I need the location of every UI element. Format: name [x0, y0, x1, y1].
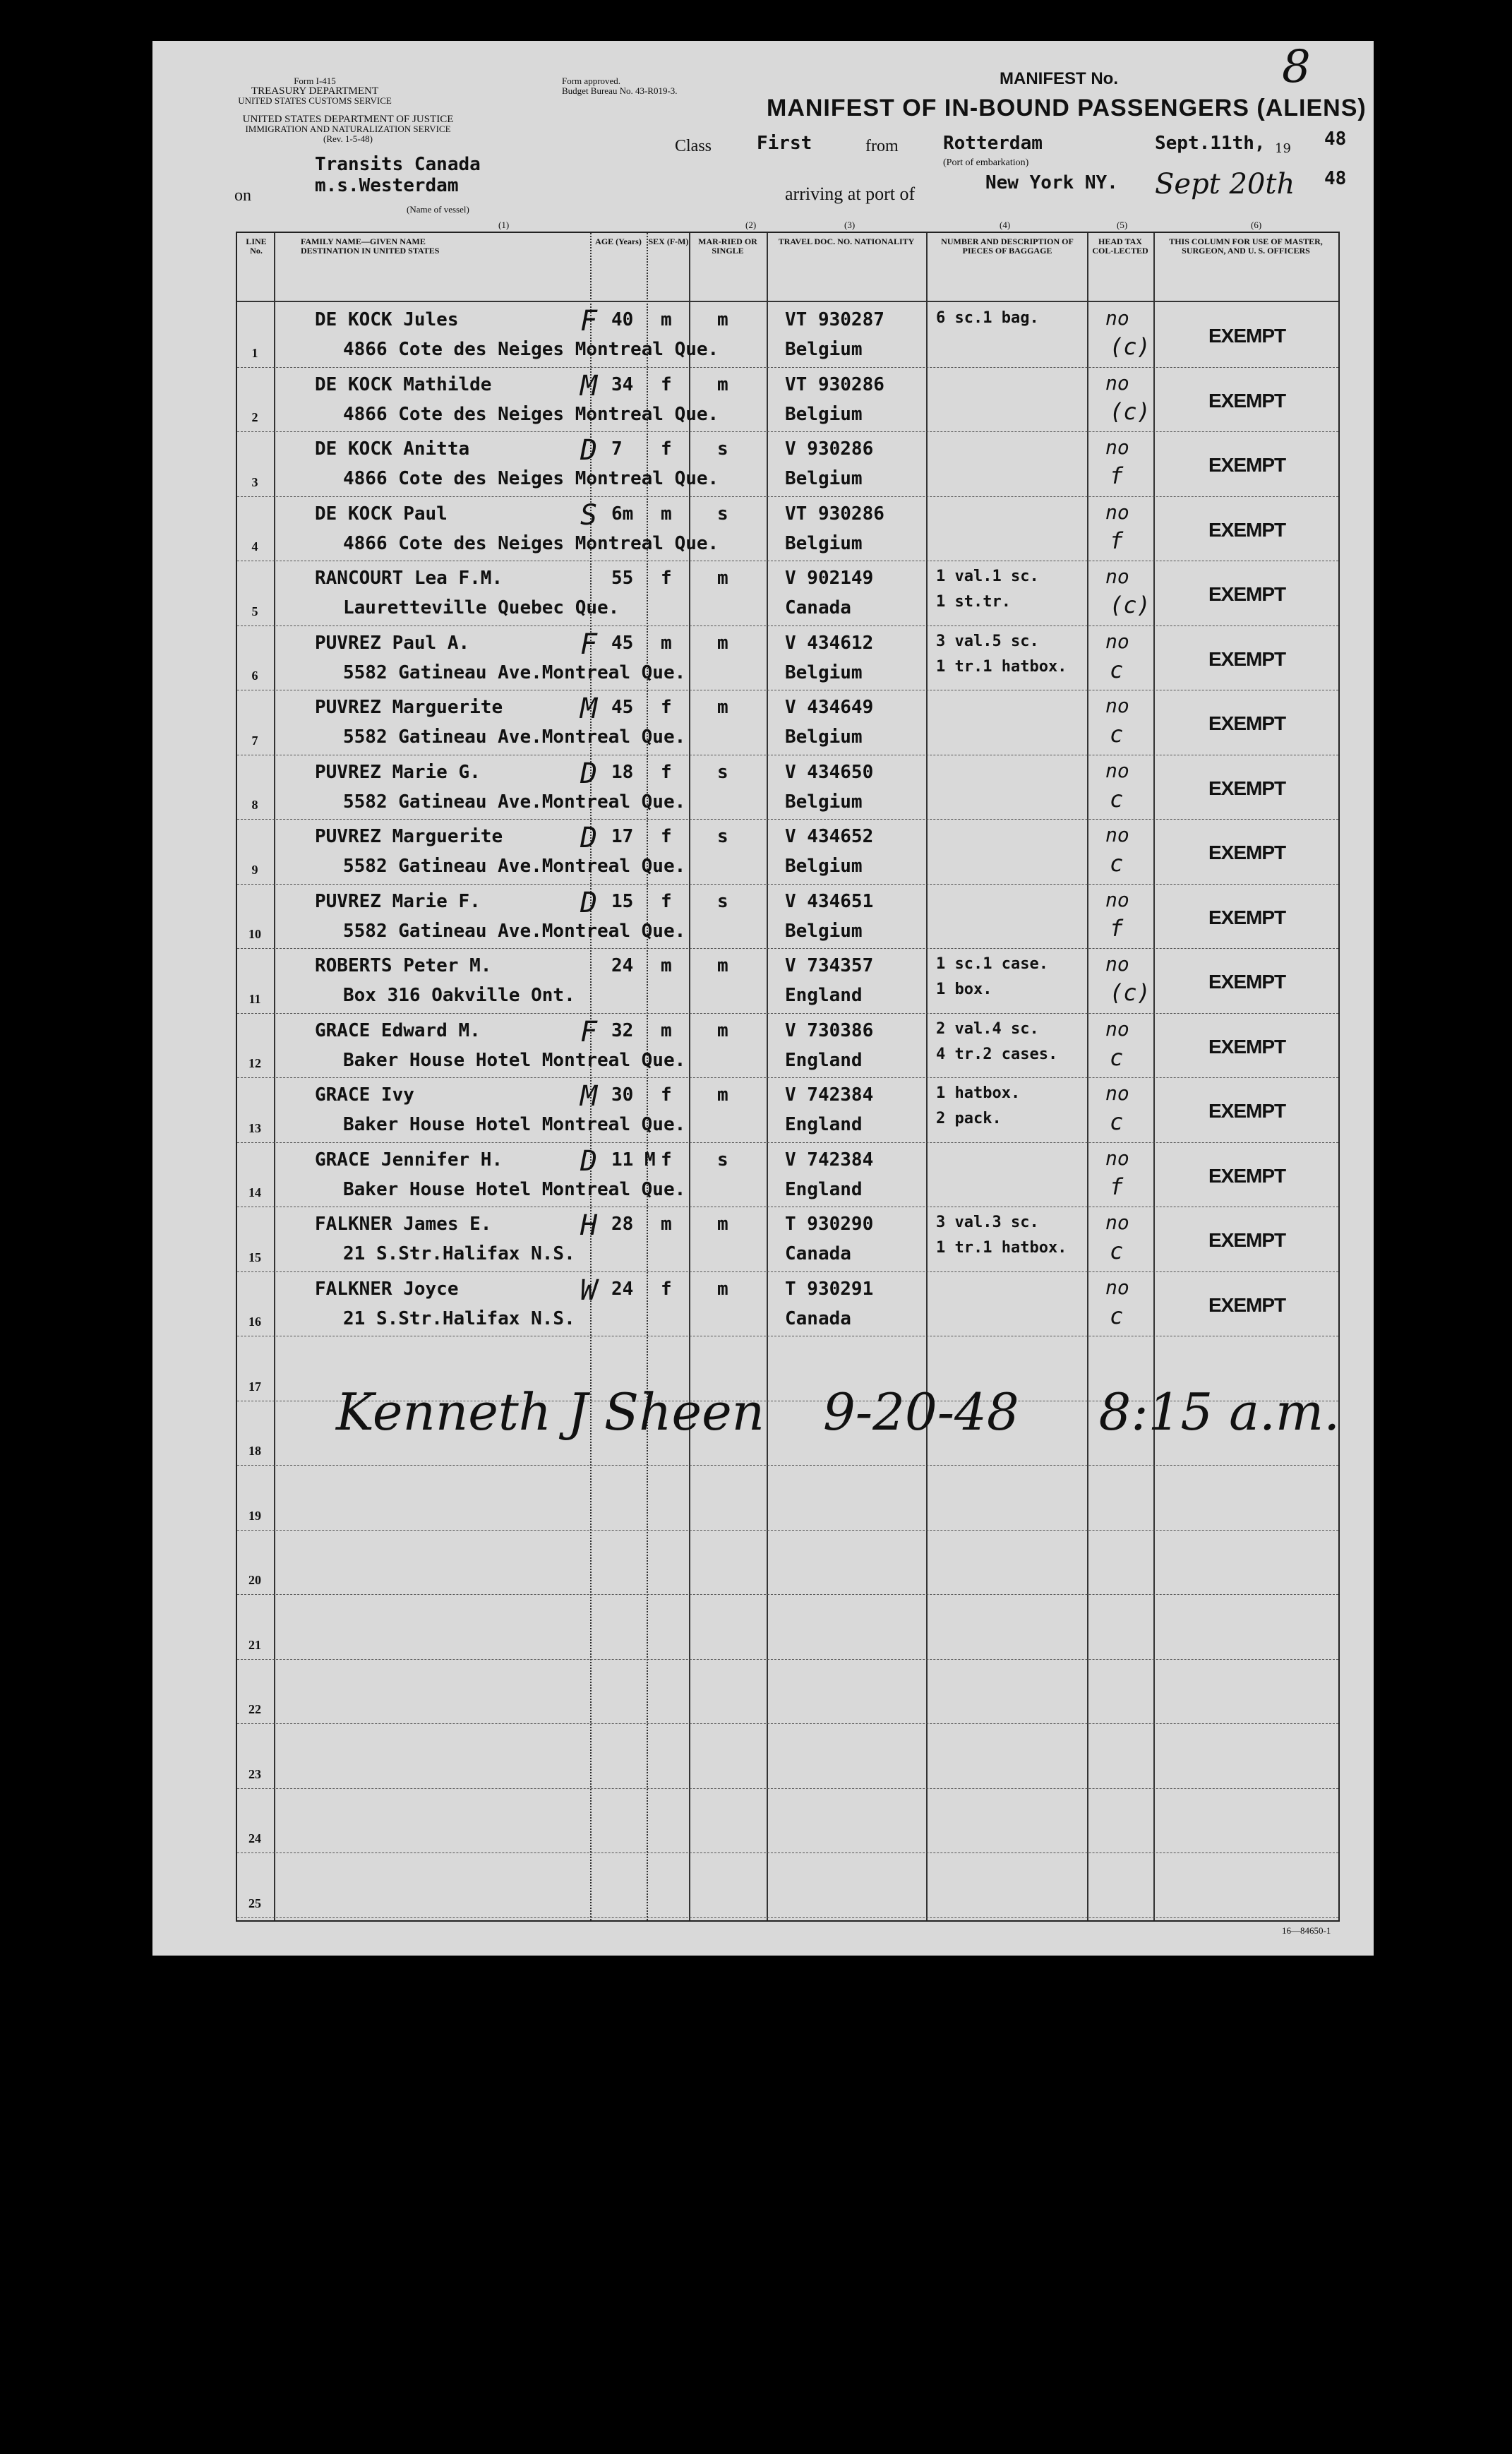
head-tax: no — [1105, 758, 1129, 782]
arrival-year: 48 — [1324, 168, 1347, 189]
row-divider — [237, 1723, 1338, 1724]
head-tax: no — [1105, 694, 1129, 717]
travel-doc: V 902149 — [785, 568, 874, 589]
vessel-line1: Transits Canada — [315, 154, 481, 175]
relation-mark: D — [580, 1144, 598, 1178]
col-divider — [767, 233, 768, 1920]
relation-mark: D — [580, 434, 598, 467]
passenger-name: PUVREZ Marie G. — [315, 761, 481, 783]
row-divider — [237, 884, 1338, 885]
row-divider — [237, 431, 1338, 432]
marital-status: s — [717, 1149, 728, 1171]
head-tax: no — [1105, 1211, 1129, 1234]
baggage-line1: 1 sc.1 case. — [936, 955, 1048, 973]
head-tax-mark: c — [1110, 1108, 1124, 1135]
head-tax-mark: (c) — [1110, 979, 1151, 1006]
passenger-destination: 4866 Cote des Neiges Montreal Que. — [343, 403, 719, 425]
marital-status: s — [717, 438, 728, 460]
passenger-name: ROBERTS Peter M. — [315, 955, 492, 976]
passenger-name: PUVREZ Marie F. — [315, 890, 481, 912]
relation-mark: F — [580, 628, 598, 661]
baggage-line1: 2 val.4 sc. — [936, 1019, 1039, 1038]
col-num: (1) — [498, 220, 510, 230]
passenger-sex: m — [661, 1214, 672, 1235]
passenger-age: 45 — [611, 697, 634, 718]
passenger-age: 45 — [611, 632, 634, 654]
signature-date: 9-20-48 — [822, 1382, 1019, 1442]
head-tax: no — [1105, 436, 1129, 459]
passenger-sex: m — [661, 503, 672, 525]
col-officers: THIS COLUMN FOR USE OF MASTER, SURGEON, AND U. S. OFFICERS — [1169, 237, 1323, 256]
line-number: 21 — [248, 1637, 261, 1652]
line-number: 5 — [251, 604, 258, 618]
passenger-destination: 21 S.Str.Halifax N.S. — [343, 1307, 575, 1329]
passenger-name: PUVREZ Marguerite — [315, 826, 503, 847]
head-tax: no — [1105, 1017, 1129, 1041]
col-divider — [274, 233, 275, 1920]
row-divider — [237, 1271, 1338, 1272]
baggage-line1: 1 hatbox. — [936, 1084, 1021, 1102]
vessel-label: (Name of vessel) — [407, 204, 469, 215]
baggage-line2: 1 tr.1 hatbox. — [936, 657, 1067, 676]
travel-doc: V 434650 — [785, 761, 874, 783]
col-married: MAR-RIED OR SINGLE — [698, 237, 757, 256]
relation-mark: F — [580, 305, 598, 337]
baggage-line1: 3 val.3 sc. — [936, 1214, 1039, 1231]
baggage-line2: 1 box. — [936, 981, 992, 998]
travel-doc: VT 930286 — [785, 503, 884, 525]
row-divider — [237, 819, 1338, 820]
col-num: (3) — [844, 220, 856, 230]
manifest-no-label: MANIFEST No. — [1000, 69, 1118, 88]
nationality: Belgium — [785, 532, 863, 554]
travel-doc: V 742384 — [785, 1149, 874, 1171]
col-num: (4) — [1000, 220, 1011, 230]
from-value: Rotterdam — [943, 133, 1043, 154]
head-tax: no — [1105, 629, 1129, 653]
travel-doc: V 930286 — [785, 438, 874, 460]
form-approved: Form approved. — [562, 76, 621, 86]
marital-status: m — [717, 955, 728, 976]
relation-mark: H — [580, 1209, 598, 1242]
from-label: from — [865, 137, 899, 155]
passenger-age: 6m — [611, 503, 634, 525]
nationality: Belgium — [785, 662, 863, 683]
officer-stamp: EXEMPT — [1208, 583, 1286, 605]
passenger-destination: 5582 Gatineau Ave.Montreal Que. — [343, 920, 686, 942]
marital-status: m — [717, 632, 728, 654]
officer-stamp: EXEMPT — [1208, 389, 1286, 412]
nationality: Belgium — [785, 920, 863, 942]
travel-doc: V 742384 — [785, 1084, 874, 1106]
officer-stamp: EXEMPT — [1208, 518, 1286, 541]
passenger-age: 18 — [611, 761, 634, 783]
nationality: England — [785, 985, 863, 1006]
head-tax-mark: (c) — [1110, 333, 1151, 360]
passenger-name: DE KOCK Mathilde — [315, 373, 492, 395]
head-tax: no — [1105, 1275, 1129, 1299]
arrival-date-hand: Sept 20th — [1155, 168, 1295, 200]
row-divider — [237, 1659, 1338, 1660]
travel-doc: VT 930286 — [785, 373, 884, 395]
baggage-line2: 2 pack. — [936, 1110, 1002, 1127]
row-divider — [237, 1013, 1338, 1014]
travel-doc: T 930291 — [785, 1278, 874, 1300]
nationality: England — [785, 1049, 863, 1071]
passenger-age: 40 — [611, 309, 634, 330]
officer-stamp: EXEMPT — [1208, 842, 1286, 863]
col-num: (6) — [1251, 220, 1262, 230]
passenger-name: GRACE Ivy — [315, 1084, 414, 1106]
head-tax: no — [1105, 1082, 1129, 1105]
year-value: 48 — [1324, 128, 1347, 150]
passenger-sex: m — [661, 632, 672, 654]
budget-bureau: Budget Bureau No. 43-R019-3. — [562, 85, 678, 96]
manifest-page — [152, 41, 1374, 1956]
manifest-table — [236, 232, 1340, 1922]
passenger-sex: f — [661, 890, 672, 912]
passenger-name: FALKNER James E. — [315, 1214, 492, 1235]
nationality: Belgium — [785, 726, 863, 748]
head-tax-mark: c — [1110, 850, 1124, 877]
passenger-age: 34 — [611, 373, 634, 395]
baggage-line1: 3 val.5 sc. — [936, 632, 1039, 650]
passenger-age: 32 — [611, 1019, 634, 1041]
relation-mark: W — [580, 1274, 598, 1307]
row-divider — [237, 1594, 1338, 1595]
passenger-destination: 5582 Gatineau Ave.Montreal Que. — [343, 726, 686, 748]
col-head-tax: HEAD TAX COL-LECTED — [1092, 237, 1148, 256]
passenger-sex: f — [661, 761, 672, 783]
doj-line: UNITED STATES DEPARTMENT OF JUSTICE — [242, 114, 454, 125]
travel-doc: VT 930287 — [785, 309, 884, 330]
passenger-destination: 4866 Cote des Neiges Montreal Que. — [343, 532, 719, 554]
head-tax-mark: f — [1110, 462, 1124, 489]
line-number: 9 — [251, 862, 258, 877]
passenger-sex: m — [661, 955, 672, 976]
line-number: 18 — [248, 1444, 261, 1458]
row-divider — [237, 1142, 1338, 1143]
officer-stamp: EXEMPT — [1208, 906, 1286, 928]
travel-doc: V 734357 — [785, 955, 874, 976]
passenger-sex: f — [661, 826, 672, 847]
line-number: 6 — [251, 669, 258, 683]
marital-status: m — [717, 1019, 728, 1041]
col-line-no: LINE No. — [246, 237, 267, 256]
relation-mark: M — [580, 693, 598, 725]
approval-block — [562, 76, 678, 96]
header-rule — [237, 301, 1338, 302]
nationality: England — [785, 1178, 863, 1200]
arriving-label: arriving at port of — [785, 184, 916, 204]
passenger-sex: f — [661, 568, 672, 589]
nationality: Belgium — [785, 856, 863, 877]
passenger-name: PUVREZ Paul A. — [315, 632, 470, 654]
passenger-name: RANCOURT Lea F.M. — [315, 568, 503, 589]
line-number: 15 — [248, 1250, 261, 1264]
passenger-sex: f — [661, 697, 672, 718]
officer-stamp: EXEMPT — [1208, 1293, 1286, 1316]
line-number: 13 — [248, 1120, 261, 1135]
passenger-name: GRACE Jennifer H. — [315, 1149, 503, 1171]
head-tax: no — [1105, 306, 1129, 330]
passenger-age: 7 — [611, 438, 623, 460]
officer-stamp: EXEMPT — [1208, 1229, 1286, 1251]
passenger-name: GRACE Edward M. — [315, 1019, 481, 1041]
officer-stamp: EXEMPT — [1208, 325, 1286, 347]
passenger-destination: 5582 Gatineau Ave.Montreal Que. — [343, 662, 686, 683]
nationality: Belgium — [785, 468, 863, 489]
passenger-destination: Box 316 Oakville Ont. — [343, 985, 575, 1006]
baggage-line2: 1 st.tr. — [936, 593, 1011, 611]
year-prefix: 19 — [1275, 141, 1291, 156]
passenger-age: 55 — [611, 568, 634, 589]
relation-mark: D — [580, 757, 598, 790]
row-divider — [237, 1530, 1338, 1531]
head-tax-mark: c — [1110, 1238, 1124, 1264]
travel-doc: V 434651 — [785, 890, 874, 912]
passenger-sex: m — [661, 309, 672, 330]
inspector-signature — [336, 1382, 1340, 1442]
relation-mark: D — [580, 886, 598, 919]
col-age: AGE (Years) — [595, 237, 642, 246]
line-number: 3 — [251, 474, 258, 489]
travel-doc: V 434649 — [785, 697, 874, 718]
line-number: 11 — [248, 991, 261, 1006]
signature-time: 8:15 a.m. — [1098, 1382, 1340, 1442]
passenger-destination: 4866 Cote des Neiges Montreal Que. — [343, 468, 719, 489]
passenger-sex: f — [661, 1084, 672, 1106]
marital-status: m — [717, 568, 728, 589]
passenger-destination: 21 S.Str.Halifax N.S. — [343, 1243, 575, 1264]
col-name: FAMILY NAME—GIVEN NAME DESTINATION IN UNITED STATES — [301, 237, 440, 256]
marital-status: m — [717, 373, 728, 395]
row-divider — [237, 1077, 1338, 1078]
passenger-name: FALKNER Joyce — [315, 1278, 459, 1300]
line-number: 4 — [251, 539, 258, 553]
passenger-age: 30 — [611, 1084, 634, 1106]
travel-doc: T 930290 — [785, 1214, 874, 1235]
officer-stamp: EXEMPT — [1208, 454, 1286, 476]
row-divider — [237, 496, 1338, 497]
manifest-title: MANIFEST OF IN-BOUND PASSENGERS (ALIENS) — [767, 95, 1367, 121]
line-number: 24 — [248, 1831, 261, 1845]
marital-status: m — [717, 1278, 728, 1300]
head-tax-mark: f — [1110, 1173, 1124, 1200]
passenger-name: DE KOCK Anitta — [315, 438, 470, 460]
baggage-line1: 1 val.1 sc. — [936, 568, 1039, 585]
head-tax: no — [1105, 952, 1129, 976]
head-tax: no — [1105, 1146, 1129, 1170]
col-num: (5) — [1117, 220, 1128, 230]
marital-status: m — [717, 1214, 728, 1235]
form-number: Form I-415 — [294, 76, 336, 86]
passenger-age: 15 — [611, 890, 634, 912]
line-number: 12 — [248, 1056, 261, 1070]
officer-stamp: EXEMPT — [1208, 647, 1286, 670]
col-divider — [926, 233, 928, 1920]
head-tax: no — [1105, 500, 1129, 524]
vessel-line2: m.s.Westerdam — [315, 175, 459, 196]
marital-status: s — [717, 890, 728, 912]
doj-block — [232, 114, 464, 144]
nationality: Canada — [785, 597, 851, 618]
row-divider — [237, 1917, 1338, 1918]
passenger-destination: Baker House Hotel Montreal Que. — [343, 1049, 686, 1071]
manifest-no-value: 8 — [1282, 41, 1311, 93]
passenger-age: 28 — [611, 1214, 634, 1235]
col-num: (2) — [745, 220, 757, 230]
nationality: Canada — [785, 1243, 851, 1264]
line-number: 2 — [251, 410, 258, 424]
col-baggage: NUMBER AND DESCRIPTION OF PIECES OF BAGGAGE — [941, 237, 1074, 256]
col-divider — [1087, 233, 1088, 1920]
passenger-destination: Lauretteville Quebec Que. — [343, 597, 620, 618]
passenger-age: 24 — [611, 1278, 634, 1300]
line-number: 8 — [251, 798, 258, 812]
head-tax-mark: c — [1110, 1302, 1124, 1329]
baggage-line2: 4 tr.2 cases. — [936, 1045, 1058, 1063]
dept-block — [223, 76, 407, 106]
row-divider — [237, 1465, 1338, 1466]
line-number: 10 — [248, 927, 261, 941]
head-tax-mark: c — [1110, 1043, 1124, 1071]
col-divider — [1153, 233, 1155, 1920]
marital-status: s — [717, 826, 728, 847]
relation-mark: M — [580, 369, 598, 402]
passenger-destination: 4866 Cote des Neiges Montreal Que. — [343, 339, 719, 360]
travel-doc: V 434652 — [785, 826, 874, 847]
head-tax-mark: c — [1110, 721, 1124, 748]
relation-mark: F — [580, 1015, 598, 1048]
line-number: 1 — [251, 345, 258, 360]
line-number: 7 — [251, 733, 258, 748]
marital-status: m — [717, 309, 728, 330]
line-number: 19 — [248, 1508, 261, 1523]
head-tax: no — [1105, 823, 1129, 846]
officer-stamp: EXEMPT — [1208, 1164, 1286, 1187]
line-number: 23 — [248, 1766, 261, 1781]
row-divider — [237, 367, 1338, 368]
head-tax-mark: c — [1110, 785, 1124, 813]
passenger-sex: f — [661, 438, 672, 460]
nationality: Belgium — [785, 403, 863, 425]
marital-status: s — [717, 503, 728, 525]
revision: (Rev. 1-5-48) — [323, 133, 373, 144]
nationality: Canada — [785, 1307, 851, 1329]
passenger-destination: 5582 Gatineau Ave.Montreal Que. — [343, 856, 686, 877]
officer-stamp: EXEMPT — [1208, 777, 1286, 799]
line-number: 16 — [248, 1315, 261, 1329]
nationality: Belgium — [785, 339, 863, 360]
relation-mark: M — [580, 1080, 598, 1113]
departure-date: Sept.11th, — [1155, 133, 1266, 154]
passenger-name: DE KOCK Paul — [315, 503, 448, 525]
passenger-sex: f — [661, 1149, 672, 1171]
ins-line: IMMIGRATION AND NATURALIZATION SERVICE — [245, 124, 451, 134]
class-value: First — [757, 133, 812, 154]
nationality: Belgium — [785, 791, 863, 813]
col-doc: TRAVEL DOC. NO. NATIONALITY — [778, 237, 915, 246]
officer-stamp: EXEMPT — [1208, 971, 1286, 993]
line-number: 17 — [248, 1379, 261, 1394]
passenger-destination: 5582 Gatineau Ave.Montreal Que. — [343, 791, 686, 813]
on-label: on — [234, 186, 251, 205]
row-divider — [237, 948, 1338, 949]
baggage-line2: 1 tr.1 hatbox. — [936, 1239, 1067, 1257]
customs-service: UNITED STATES CUSTOMS SERVICE — [238, 95, 392, 106]
passenger-sex: m — [661, 1019, 672, 1041]
officer-stamp: EXEMPT — [1208, 1100, 1286, 1122]
line-number: 25 — [248, 1896, 261, 1910]
col-sex: SEX (F-M) — [648, 237, 689, 246]
passenger-name: DE KOCK Jules — [315, 309, 459, 330]
passenger-age: 11 M — [611, 1149, 656, 1171]
marital-status: m — [717, 1084, 728, 1106]
head-tax-mark: (c) — [1110, 592, 1151, 618]
baggage-line1: 6 sc.1 bag. — [936, 309, 1039, 327]
line-number: 22 — [248, 1702, 261, 1716]
relation-mark: D — [580, 822, 598, 854]
officer-stamp: EXEMPT — [1208, 712, 1286, 734]
head-tax-mark: f — [1110, 527, 1124, 554]
line-number: 14 — [248, 1185, 261, 1199]
head-tax-mark: c — [1110, 656, 1124, 683]
nationality: England — [785, 1114, 863, 1135]
passenger-age: 24 — [611, 955, 634, 976]
head-tax: no — [1105, 371, 1129, 395]
treasury-dept: TREASURY DEPARTMENT — [251, 85, 379, 97]
passenger-sex: f — [661, 1278, 672, 1300]
footer-code: 16—84650-1 — [1282, 1925, 1331, 1936]
passenger-sex: f — [661, 373, 672, 395]
row-divider — [237, 1788, 1338, 1789]
marital-status: s — [717, 761, 728, 783]
head-tax: no — [1105, 887, 1129, 911]
travel-doc: V 730386 — [785, 1019, 874, 1041]
relation-mark: S — [580, 498, 598, 532]
travel-doc: V 434612 — [785, 632, 874, 654]
officer-stamp: EXEMPT — [1208, 1035, 1286, 1058]
passenger-name: PUVREZ Marguerite — [315, 697, 503, 718]
head-tax-mark: (c) — [1110, 397, 1151, 425]
passenger-destination: Baker House Hotel Montreal Que. — [343, 1114, 686, 1135]
passenger-destination: Baker House Hotel Montreal Que. — [343, 1178, 686, 1200]
arrival-port: New York NY. — [985, 172, 1118, 193]
passenger-age: 17 — [611, 826, 634, 847]
class-label: Class — [675, 137, 712, 155]
marital-status: m — [717, 697, 728, 718]
signature-name: Kenneth J Sheen — [336, 1382, 765, 1442]
port-embark-label: (Port of embarkation) — [943, 157, 1029, 168]
line-number: 20 — [248, 1573, 261, 1587]
head-tax: no — [1105, 565, 1129, 588]
head-tax-mark: f — [1110, 914, 1124, 942]
